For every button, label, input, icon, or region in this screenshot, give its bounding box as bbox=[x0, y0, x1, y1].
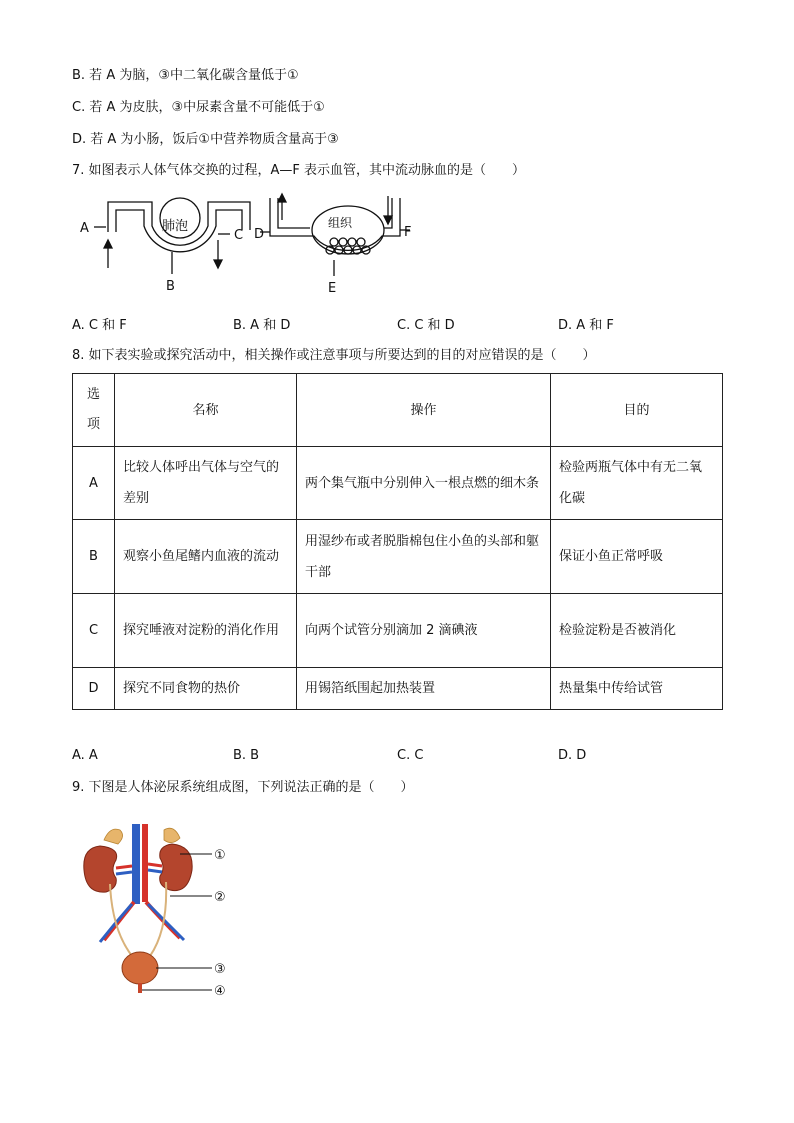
header-option-text: 选 项 bbox=[86, 387, 100, 432]
row-b-name: 观察小鱼尾鳍内血液的流动 bbox=[115, 520, 297, 594]
tissue-ellipse bbox=[312, 206, 384, 254]
tissue-cell bbox=[348, 238, 356, 246]
row-b-option: B bbox=[73, 520, 115, 594]
urinary-system-figure bbox=[76, 820, 236, 1000]
label-4: ④ bbox=[214, 984, 226, 999]
q8-option-a[interactable]: A. A bbox=[72, 748, 98, 763]
row-d-name: 探究不同食物的热价 bbox=[115, 668, 297, 710]
row-c-operation: 向两个试管分别滴加 2 滴碘液 bbox=[297, 594, 551, 668]
renal-vein-left bbox=[116, 872, 132, 874]
ureter-right bbox=[150, 882, 166, 956]
adrenal-gland-left bbox=[104, 829, 123, 844]
label-2: ② bbox=[214, 890, 226, 905]
q8-option-b[interactable]: B. B bbox=[233, 748, 260, 763]
q7-option-d[interactable]: D. A 和 F bbox=[558, 318, 614, 333]
question-8-options bbox=[72, 747, 722, 765]
tissue-cell bbox=[357, 238, 365, 246]
renal-vein-right bbox=[148, 870, 162, 872]
label-tissue: 组织 bbox=[328, 216, 353, 230]
row-d-purpose: 热量集中传给试管 bbox=[551, 668, 723, 710]
adrenal-gland-right bbox=[164, 828, 180, 842]
row-a-purpose: 检验两瓶气体中有无二氧化碳 bbox=[551, 447, 723, 520]
q7-option-b[interactable]: B. A 和 D bbox=[233, 318, 291, 333]
tissue-cell bbox=[330, 238, 338, 246]
header-name: 名称 bbox=[115, 374, 297, 447]
row-d-operation: 用锡箔纸围起加热装置 bbox=[297, 668, 551, 710]
arrow-down-c-head bbox=[214, 260, 222, 268]
row-a-operation: 两个集气瓶中分别伸入一根点燃的细木条 bbox=[297, 447, 551, 520]
label-1: ① bbox=[214, 848, 226, 863]
arrow-up-left-head bbox=[104, 240, 112, 248]
question-7-stem: 7. 如图表示人体气体交换的过程，A—F 表示血管，其中流动脉血的是（ ） bbox=[72, 163, 526, 178]
tissue-cell bbox=[339, 238, 347, 246]
kidney-right bbox=[160, 844, 192, 891]
table-row bbox=[73, 447, 723, 520]
q8-option-c[interactable]: C. C bbox=[397, 748, 424, 763]
q8-option-d[interactable]: D. D bbox=[558, 748, 587, 763]
label-3: ③ bbox=[214, 962, 226, 977]
row-a-option: A bbox=[73, 447, 115, 520]
label-alveolus: 肺泡 bbox=[162, 219, 189, 234]
table-row bbox=[73, 668, 723, 710]
q7-option-c[interactable]: C. C 和 D bbox=[397, 318, 455, 333]
label-D: D bbox=[254, 227, 265, 242]
gas-exchange-figure bbox=[72, 190, 432, 300]
table-row bbox=[73, 594, 723, 668]
row-b-purpose: 保证小鱼正常呼吸 bbox=[551, 520, 723, 594]
table-header-row bbox=[73, 374, 723, 447]
question-9-stem: 9. 下图是人体泌尿系统组成图，下列说法正确的是（ ） bbox=[72, 780, 414, 795]
row-c-purpose: 检验淀粉是否被消化 bbox=[551, 594, 723, 668]
header-operation: 操作 bbox=[297, 374, 551, 447]
q7-option-a[interactable]: A. C 和 F bbox=[72, 318, 127, 333]
kidney-left bbox=[84, 846, 117, 892]
option-b-prev: B. 若 A 为脑，③中二氧化碳含量低于① bbox=[72, 68, 299, 83]
row-a-name: 比较人体呼出气体与空气的差别 bbox=[115, 447, 297, 520]
question-7-options bbox=[72, 317, 722, 335]
option-c-prev: C. 若 A 为皮肤，③中尿素含量不可能低于① bbox=[72, 100, 325, 115]
aorta bbox=[142, 824, 148, 902]
q8-table bbox=[72, 373, 723, 710]
row-d-option: D bbox=[73, 668, 115, 710]
header-option bbox=[73, 374, 115, 447]
row-c-name: 探究唾液对淀粉的消化作用 bbox=[115, 594, 297, 668]
urethra bbox=[138, 983, 142, 993]
renal-vessel-right bbox=[148, 864, 162, 866]
label-F: F bbox=[404, 225, 412, 240]
row-c-option: C bbox=[73, 594, 115, 668]
arrow-down-f-head bbox=[384, 216, 392, 224]
table-row bbox=[73, 520, 723, 594]
arrow-up-d-head bbox=[278, 194, 286, 202]
label-B: B bbox=[166, 279, 175, 294]
bladder bbox=[122, 952, 158, 984]
label-A: A bbox=[80, 221, 89, 236]
label-E: E bbox=[328, 281, 337, 296]
row-b-operation: 用湿纱布或者脱脂棉包住小鱼的头部和躯干部 bbox=[297, 520, 551, 594]
renal-vessel-left bbox=[116, 866, 132, 868]
vena-cava bbox=[132, 824, 140, 904]
label-C: C bbox=[234, 228, 244, 243]
header-purpose: 目的 bbox=[551, 374, 723, 447]
question-8-stem: 8. 如下表实验或探究活动中，相关操作或注意事项与所要达到的目的对应错误的是（ ） bbox=[72, 348, 596, 363]
option-d-prev: D. 若 A 为小肠，饭后①中营养物质含量高于③ bbox=[72, 132, 339, 147]
